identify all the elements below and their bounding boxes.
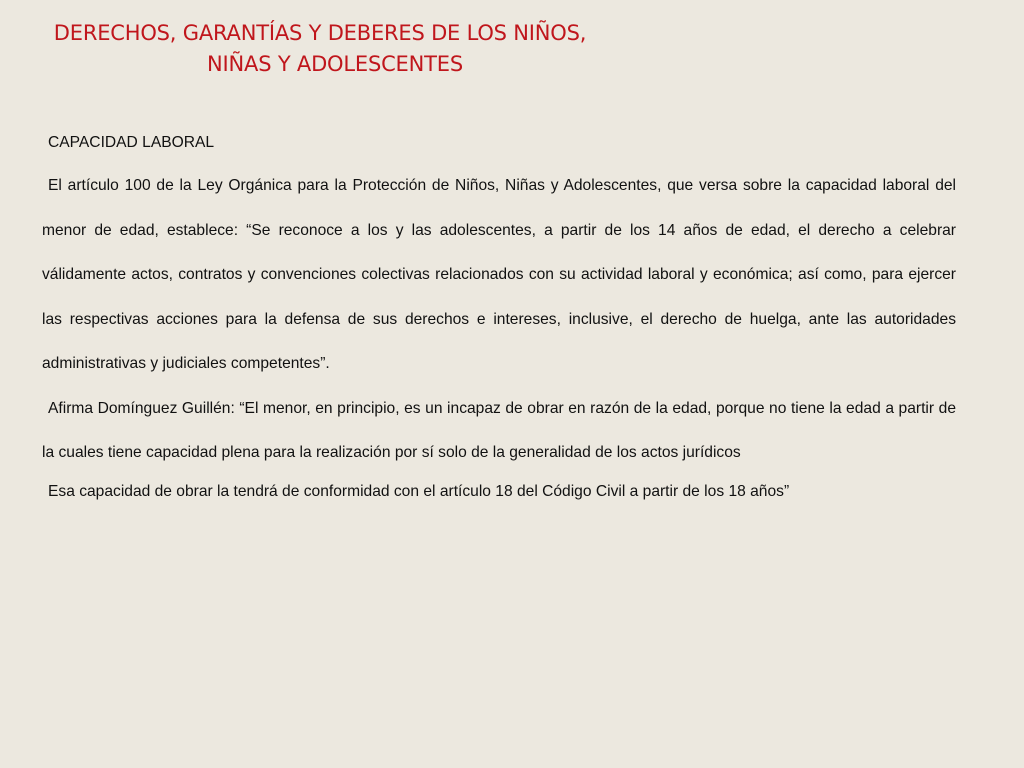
- slide-title: [20, 18, 620, 80]
- paragraph-dominguez-guillen: Afirma Domínguez Guillén: “El menor, en principio, es un incapaz de obrar en razón de la edad, porque no tiene la edad a partir de la cuales tiene capacidad plena para la realización por sí solo de la generalidad de los actos jurídicos: [42, 399, 956, 461]
- section-heading: CAPACIDAD LABORAL: [48, 134, 215, 151]
- paragraph-article-100: El artículo 100 de la Ley Orgánica para la Protección de Niños, Niñas y Adolescentes, que versa sobre la capacidad laboral del menor de edad, establece: “Se reconoce a los y las adolescentes, a partir de los 14 años de edad, el derecho a celebrar válidamente actos, contratos y convenciones colectivas relacionados con su actividad laboral y económica; así como, para ejercer las respectivas acciones para la defensa de sus derechos e intereses, inclusive, el derecho de huelga, ante las autoridades administrativas y judiciales competentes”.: [42, 177, 956, 372]
- slide-body: [42, 131, 956, 514]
- slide-title-line-2: NIÑAS Y ADOLESCENTES: [207, 52, 463, 76]
- paragraph-codigo-civil: Esa capacidad de obrar la tendrá de conformidad con el artículo 18 del Código Civil a partir de los 18 años”: [48, 482, 790, 500]
- slide-title-line-1: DERECHOS, GARANTÍAS Y DEBERES DE LOS NIÑOS,: [53, 21, 587, 45]
